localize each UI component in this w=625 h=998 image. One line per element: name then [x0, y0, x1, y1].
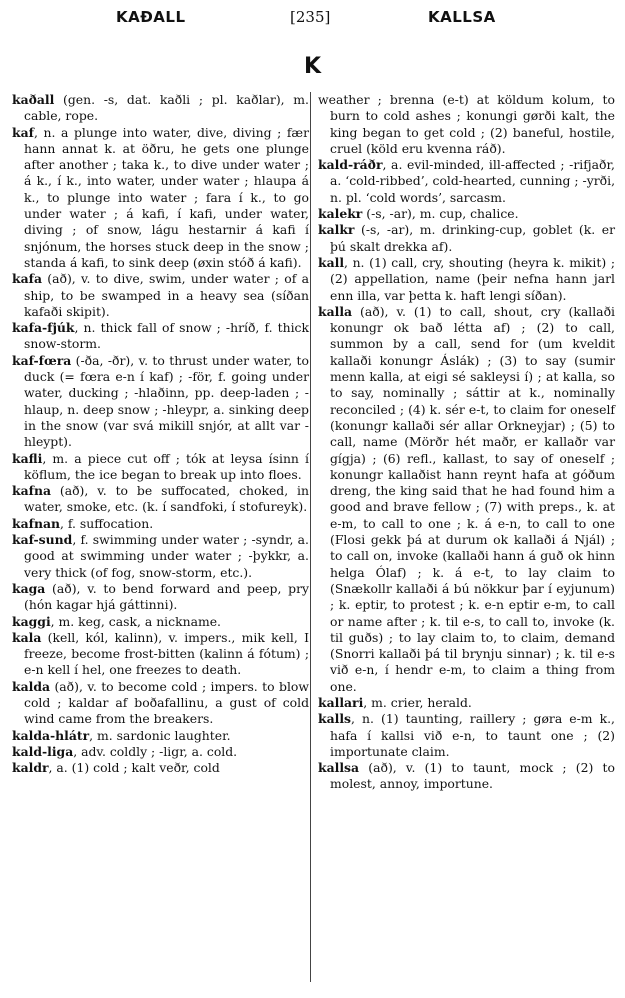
page-header	[0, 8, 625, 30]
entry-headword: kalekr	[318, 206, 363, 222]
entry-definition: , m. keg, cask, a nickname.	[50, 613, 221, 629]
right-column	[318, 92, 615, 793]
entry-headword: kalda	[12, 678, 51, 694]
entry-headword: kaggi	[12, 613, 51, 629]
entry-headword: kalls	[318, 711, 352, 727]
entry-headword: kafnan	[12, 515, 60, 531]
dictionary-entry	[12, 320, 309, 353]
entry-headword: kall	[318, 254, 345, 270]
dictionary-entry	[318, 222, 615, 255]
entry-headword: kald-ráðr	[318, 157, 383, 173]
dictionary-entry	[12, 271, 309, 320]
entry-definition: (að), v. to become cold ; impers. to blow cold ; kaldar af boðafallinu, a gust of cold wind came from the breakers.	[24, 678, 309, 727]
entry-headword: kalkr	[318, 222, 355, 238]
dictionary-entry	[12, 760, 309, 776]
dictionary-entry	[318, 711, 615, 760]
dictionary-entry	[12, 125, 309, 272]
entry-definition: , adv. coldly ; -ligr, a. cold.	[73, 743, 238, 759]
dictionary-entry	[12, 516, 309, 532]
entry-definition: (að), v. to be suffocated, choked, in water, smoke, etc. (k. í sandfoki, í stofureyk).	[24, 483, 309, 515]
dictionary-entry	[318, 92, 615, 157]
dictionary-entry	[12, 353, 309, 451]
entry-definition: , m. a piece cut off ; tók at leysa ísinn í köflum, the ice began to break up into floes.	[24, 450, 309, 482]
entry-definition: (að), v. (1) to call, shout, cry (kallaði konungr ok bað létta af) ; (2) to call, summon by a call, send for (um kveldit kallaði konungr Áslák) ; (3) to say (sumir menn kalla, at eigi sé sakleysi í) ; at kalla, so to say, nominally ; sáttir at k., nominally reconciled ; (4) k. sér e-t, to claim for oneself (konungr kallaði sér allar Orkneyjar) ; (5) to call, name (Mörðr hét maðr, er kallaðr var gígja) ; (6) refl., kallast, to say of oneself ; konungr kallaðist hann reynt hafa at góðum dreng, the king said that he had found him a good and brave fellow ; (7) with preps., k. at e-m, to call to one ; k. á e-n, to call to one (Flosi gekk þá at durum ok kallaði á Njál) ; to call on, invoke (kallaði hann á guð ok hinn helga Ólaf) ; k. á e-t, to lay claim to (Snækollr kallaði á bú nökkur þar í eyjunum) ; k. eptir, to protest ; k. e-n eptir e-m, to call or name after ; k. til e-s, to call to, invoke (k. til guðs) ; to lay claim to, to claim, demand (Snorri kallaði þá til brynju sinnar) ; k. til e-s við e-n, í hendr e-m, to claim a thing from one.	[330, 303, 615, 694]
dictionary-entry	[318, 255, 615, 304]
left-running-headword: KAÐALL	[116, 8, 186, 26]
column-divider	[310, 92, 311, 982]
entry-headword: kala	[12, 629, 42, 645]
entry-definition: , n. (1) taunting, raillery ; gøra e-m k., hafa í kallsi við e-n, to taunt one ; (2) importunate claim.	[330, 711, 615, 759]
dictionary-entry	[318, 206, 615, 222]
entry-headword: kafli	[12, 450, 43, 466]
entry-headword: kald-liga	[12, 743, 74, 759]
entry-headword: kaf-sund	[12, 532, 73, 548]
left-column	[12, 92, 309, 776]
page-number: [235]	[290, 8, 331, 26]
dictionary-entry	[12, 614, 309, 630]
entry-definition: (að), v. to dive, swim, under water ; of a ship, to be swamped in a heavy sea (síðan kafaði skipit).	[24, 271, 309, 319]
entry-headword: kaldr	[12, 760, 49, 776]
entry-definition: , n. (1) call, cry, shouting (heyra k. mikit) ; (2) appellation, name (þeir nefna hann jarl enn illa, var þetta k. haft lengi síðan).	[330, 254, 615, 303]
entry-headword: kallsa	[318, 760, 360, 776]
entry-headword: kalda-hlátr	[12, 727, 90, 743]
entry-headword: kaf	[12, 124, 34, 140]
dictionary-entry	[12, 92, 309, 125]
dictionary-entry	[12, 581, 309, 614]
dictionary-entry	[12, 744, 309, 760]
entry-definition: , n. thick fall of snow ; -hríð, f. thick snow-storm.	[24, 320, 309, 352]
entry-headword: kafa	[12, 271, 42, 287]
right-running-headword: KALLSA	[428, 8, 496, 26]
entry-definition: (gen. -s, dat. kaðli ; pl. kaðlar), m. cable, rope.	[24, 92, 309, 124]
entry-definition: , a. evil-minded, ill-affected ; -rifjaðr, a. ‘cold-ribbed’, cold-hearted, cunning ; -yrði, n. pl. ‘cold words’, sarcasm.	[330, 157, 616, 205]
entry-definition: , f. suffocation.	[60, 515, 154, 531]
entry-headword: kaðall	[12, 92, 55, 107]
entry-definition: (-ða, -ðr), v. to thrust under water, to duck (= fœra e-n í kaf) ; -för, f. going under water, ducking ; -hlaðinn, pp. deep-laden ; -hlaup, n. deep snow ; -hleypr, a. sinking deep in the snow (var svá mikill snjór, at allt var -hleypt).	[24, 352, 309, 450]
entry-headword: kafna	[12, 483, 51, 499]
entry-headword: kalla	[318, 303, 353, 319]
section-letter: K	[303, 54, 322, 79]
dictionary-entry	[12, 483, 309, 516]
dictionary-entry	[318, 304, 615, 695]
entry-definition: (að), v. (1) to taunt, mock ; (2) to molest, annoy, importune.	[330, 760, 615, 792]
dictionary-entry	[12, 451, 309, 484]
entry-definition: , m. sardonic laughter.	[89, 727, 231, 743]
dictionary-entry	[12, 679, 309, 728]
entry-definition: (-s, -ar), m. drinking-cup, goblet (k. er þú skalt drekka af).	[330, 222, 615, 254]
entry-headword: kallari	[318, 694, 364, 710]
entry-headword: kaga	[12, 580, 46, 596]
dictionary-entry	[12, 728, 309, 744]
entry-definition: (að), v. to bend forward and peep, pry (hón kagar hjá gáttinni).	[24, 580, 309, 613]
dictionary-entry	[318, 157, 615, 206]
entry-definition: (kell, kól, kalinn), v. impers., mik kell, I freeze, become frost-bitten (kalinn á fótum) ; e-n kell í hel, one freezes to death.	[24, 629, 309, 678]
entry-definition: (-s, -ar), m. cup, chalice.	[362, 206, 519, 222]
dictionary-entry	[12, 630, 309, 679]
dictionary-entry	[318, 760, 615, 793]
dictionary-entry	[12, 532, 309, 581]
entry-definition: , f. swimming under water ; -syndr, a. good at swimming under water ; -þykkr, a. very thick (of fog, snow-storm, etc.).	[24, 532, 309, 580]
entry-headword: kafa-fjúk	[12, 320, 75, 336]
entry-definition: , a. (1) cold ; kalt veðr, cold	[48, 760, 220, 776]
dictionary-entry	[318, 695, 615, 711]
entry-definition: , n. a plunge into water, dive, diving ; fær hann annat k. at öðru, he gets one plunge after another ; taka k., to dive under water ; á k., í k., into water, under water ; hlaupa á k., to plunge into water ; fara í k., to go under water ; á kafi, í kafi, under water, diving ; of snow, lágu hestarnir á kafi í snjónum, the horses stuck deep in the snow ; standa á kafi, to sink deep (øxin stóð á kafi).	[24, 124, 309, 270]
entry-headword: kaf-fœra	[12, 352, 72, 368]
entry-definition: , m. crier, herald.	[363, 694, 472, 710]
entry-definition: weather ; brenna (e-t) at köldum kolum, to burn to cold ashes ; konungi gørði kalt, the king began to get cold ; (2) baneful, hostile, cruel (köld eru kvenna ráð).	[318, 92, 615, 156]
